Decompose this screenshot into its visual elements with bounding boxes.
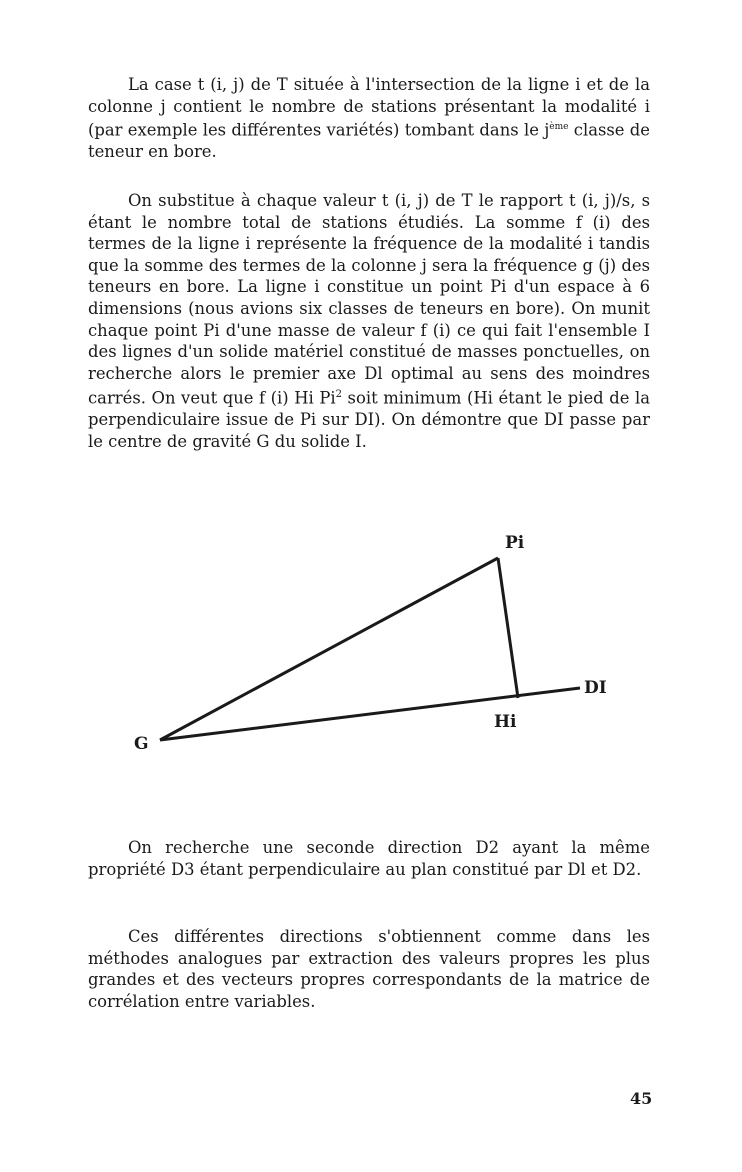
paragraph-4 xyxy=(88,926,650,1012)
paragraph-1 xyxy=(88,74,650,163)
line-g-to-pi xyxy=(160,558,498,740)
projection-diagram xyxy=(0,520,742,780)
paragraph-2-text: On substitue à chaque valeur t (i, j) de T le rapport t (i, j)/s, s étant le nombre total de stations étudiés. La somme f (i) des termes de la ligne i représente la fréquence de la modalité i tandis que la somme des termes de la colonne j sera la fréquence g (j) des teneurs en bore. La ligne i constitue un point Pi d'un espace à 6 dimensions (nous avions six classes de teneurs en bore). On munit chaque point Pi d'une masse de valeur f (i) ce qui fait l'ensemble I des lignes d'un solide matériel constitué de masses ponctuelles, on recherche alors le premier axe Dl optimal au sens des moindres carrés. On veut que f (i) Hi Pi xyxy=(88,191,650,408)
paragraph-1-text: La case t (i, j) de T située à l'intersection de la ligne i et de la colonne j contient le nombre de stations présentant la modalité i (par exemple les différentes variétés) tombant dans le j xyxy=(88,75,650,140)
paragraph-4-text: Ces différentes directions s'obtiennent comme dans les méthodes analogues par extraction des valeurs propres les plus grandes et des vecteurs propres correspondants de la matrice de corrélation entre variables. xyxy=(88,927,650,1011)
label-pi: Pi xyxy=(505,533,525,553)
paragraph-2-text-end: soit minimum (Hi étant le pied de la perpendiculaire issue de Pi sur DI). On démontre que DI passe par le centre de gravité G du solide I. xyxy=(88,388,650,451)
axis-d1-line xyxy=(160,688,580,740)
paragraph-2-superscript: 2 xyxy=(335,389,342,401)
paragraph-1-text-end: classe de teneur en bore. xyxy=(88,120,650,162)
paragraph-3-text: On recherche une seconde direction D2 ayant la même propriété D3 étant perpendiculaire au plan constitué par Dl et D2. xyxy=(88,838,650,879)
label-d1: DI xyxy=(584,678,607,698)
label-g: G xyxy=(134,734,149,754)
label-hi: Hi xyxy=(494,712,517,732)
paragraph-1-superscript: ème xyxy=(549,122,569,133)
page-number: 45 xyxy=(630,1089,653,1108)
paragraph-3 xyxy=(88,837,650,880)
perpendicular-pi-to-hi xyxy=(498,558,518,698)
paragraph-2 xyxy=(88,190,650,453)
